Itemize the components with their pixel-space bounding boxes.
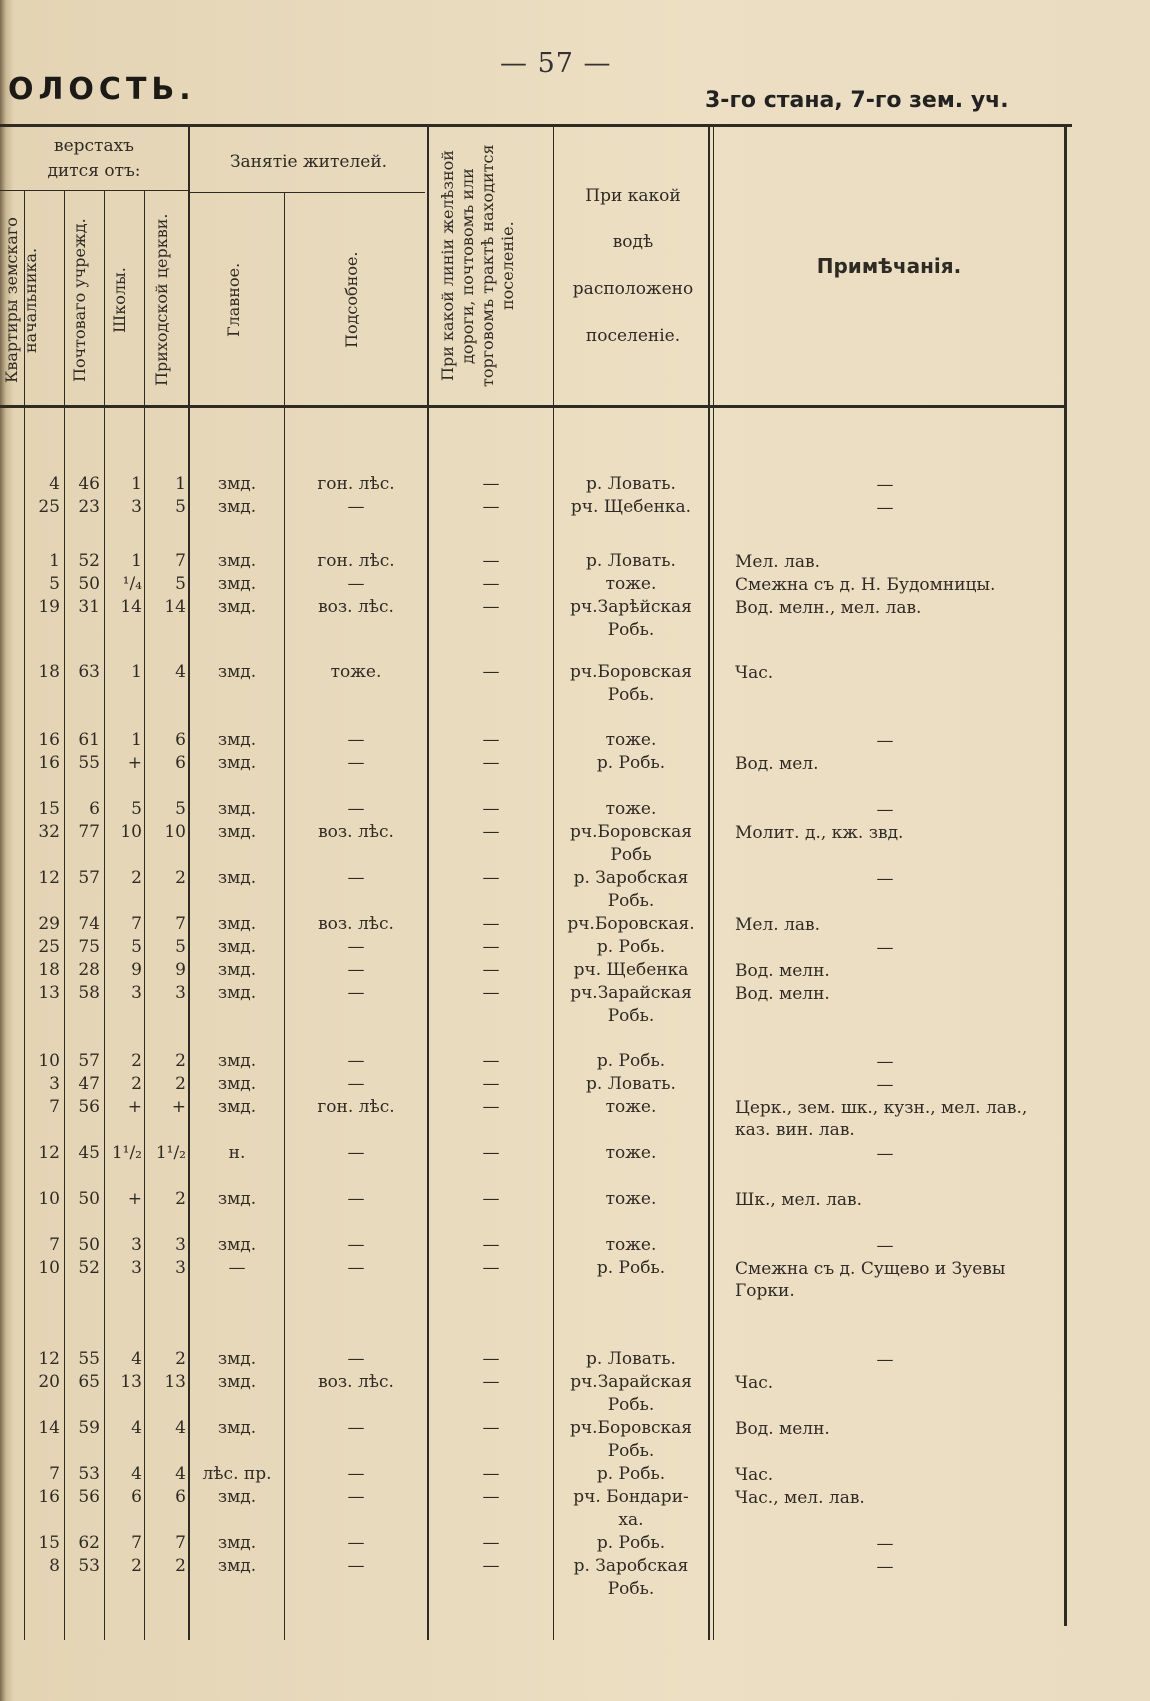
cell-note: — (876, 731, 894, 751)
cell-aux: — (347, 799, 365, 819)
cell-water: р. Робь. (596, 753, 666, 773)
cell-water: рч.Боровская (570, 822, 692, 842)
cell-water: тоже. (605, 1189, 657, 1209)
cell-zemsky: 12 (38, 1143, 60, 1163)
cell-aux: — (347, 1533, 365, 1553)
cell-church: 2 (175, 1556, 186, 1576)
cell-post: 61 (78, 730, 100, 750)
cell-aux: — (347, 1418, 365, 1438)
cell-post: 57 (78, 868, 100, 888)
cell-road: — (482, 983, 500, 1003)
cell-road: — (482, 551, 500, 571)
cell-road: — (482, 960, 500, 980)
cell-aux: — (347, 1189, 365, 1209)
cell-note: — (876, 1075, 894, 1095)
cell-water: рч. Бондари- (573, 1487, 689, 1507)
cell-water: рч.Зарайская (570, 983, 692, 1003)
cell-zemsky: 25 (38, 497, 60, 517)
cell-school: 3 (131, 983, 142, 1003)
cell-road: — (482, 662, 500, 682)
cell-water: р. Заробская (573, 1556, 689, 1576)
cell-church: 3 (175, 983, 186, 1003)
cell-zemsky: 15 (38, 799, 60, 819)
cell-water-continued: Робь. (607, 620, 655, 640)
cell-note: Церк., зем. шк., кузн., мел. лав., каз. вин. лав. (735, 1098, 1028, 1140)
cell-post: 65 (78, 1372, 100, 1392)
cell-main: змд. (217, 868, 257, 888)
cell-water: тоже. (605, 1097, 657, 1117)
cell-main: змд. (217, 983, 257, 1003)
cell-church: 7 (175, 551, 186, 571)
cell-aux: — (347, 753, 365, 773)
cell-church: 2 (175, 1074, 186, 1094)
cell-post: 31 (78, 597, 100, 617)
cell-post: 55 (78, 753, 100, 773)
cell-note: — (876, 1144, 894, 1164)
cell-road: — (482, 937, 500, 957)
cell-zemsky: 16 (38, 730, 60, 750)
cell-main: змд. (217, 574, 257, 594)
cell-main: змд. (217, 1074, 257, 1094)
cell-road: — (482, 497, 500, 517)
cell-post: 52 (78, 551, 100, 571)
cell-note: Час. (735, 1373, 774, 1393)
cell-aux: воз. лѣс. (318, 822, 394, 842)
distance-group-header (0, 130, 188, 188)
cell-post: 50 (78, 1189, 100, 1209)
cell-aux: — (347, 1464, 365, 1484)
cell-water: тоже. (605, 1235, 657, 1255)
cell-school: 3 (131, 497, 142, 517)
cell-post: 58 (78, 983, 100, 1003)
cell-school: 4 (131, 1464, 142, 1484)
cell-water: рч.Боровская (570, 662, 692, 682)
col-divider (284, 192, 285, 1640)
cell-church: 1¹/₂ (155, 1143, 186, 1163)
cell-church: 4 (175, 662, 186, 682)
cell-school: 10 (120, 822, 142, 842)
cell-school: 6 (131, 1487, 142, 1507)
cell-aux: — (347, 1349, 365, 1369)
cell-zemsky: 25 (38, 937, 60, 957)
header-stan-title: 3-го стана, 7-го зем. уч. (705, 88, 1009, 113)
cell-road: — (482, 1464, 500, 1484)
cell-water: рч. Щебенка (573, 960, 689, 980)
cell-post: 52 (78, 1258, 100, 1278)
cell-road: — (482, 1097, 500, 1117)
cell-school: 5 (131, 799, 142, 819)
cell-water-continued: Робь. (607, 1441, 655, 1461)
cell-note: — (876, 1534, 894, 1554)
cell-main: змд. (217, 753, 257, 773)
cell-aux: гон. лѣс. (317, 551, 395, 571)
cell-road: — (482, 1074, 500, 1094)
cell-church: 4 (175, 1464, 186, 1484)
cell-note: — (876, 475, 894, 495)
table-right-rule (1064, 126, 1067, 1626)
cell-road: — (482, 1143, 500, 1163)
cell-main: змд. (217, 1372, 257, 1392)
cell-church: + (171, 1097, 186, 1117)
cell-aux: — (347, 1487, 365, 1507)
cell-note: Смежна съ д. Сущево и Зуевы Горки. (735, 1259, 1006, 1301)
cell-zemsky: 29 (38, 914, 60, 934)
cell-post: 45 (78, 1143, 100, 1163)
cell-main: змд. (217, 1051, 257, 1071)
cell-water: р. Робь. (596, 1533, 666, 1553)
cell-main: змд. (217, 551, 257, 571)
cell-note: Вод. мелн. (735, 961, 830, 981)
header-notes: Примѣчанія. (816, 254, 962, 278)
cell-zemsky: 16 (38, 1487, 60, 1507)
cell-zemsky: 1 (49, 551, 60, 571)
cell-zemsky: 5 (49, 574, 60, 594)
cell-main: змд. (217, 597, 257, 617)
cell-aux: — (347, 1556, 365, 1576)
cell-note: Молит. д., кж. звд. (735, 823, 904, 843)
cell-water: рч.Боровская. (567, 914, 695, 934)
cell-note: — (876, 800, 894, 820)
cell-post: 46 (78, 474, 100, 494)
cell-road: — (482, 753, 500, 773)
cell-note: Вод. мелн., мел. лав. (735, 598, 922, 618)
cell-road: — (482, 730, 500, 750)
cell-main: змд. (217, 1487, 257, 1507)
cell-water: р. Ловать. (586, 474, 676, 494)
cell-water: рч. Щебенка. (570, 497, 692, 517)
cell-post: 53 (78, 1556, 100, 1576)
cell-school: 1 (131, 730, 142, 750)
cell-post: 50 (78, 574, 100, 594)
header-volost-title: ОЛОСТЬ. (8, 72, 196, 107)
cell-school: 5 (131, 937, 142, 957)
cell-water-continued: Робь. (607, 685, 655, 705)
cell-note: Вод. мел. (735, 754, 819, 774)
cell-school: 4 (131, 1418, 142, 1438)
cell-aux: — (347, 574, 365, 594)
cell-note: Вод. мелн. (735, 984, 830, 1004)
cell-water: р. Ловать. (586, 1349, 676, 1369)
cell-note: Час. (735, 1465, 774, 1485)
cell-water: рч.Боровская (570, 1418, 692, 1438)
cell-water: р. Робь. (596, 1051, 666, 1071)
cell-church: 2 (175, 1349, 186, 1369)
cell-aux: воз. лѣс. (318, 597, 394, 617)
cell-aux: — (347, 937, 365, 957)
cell-aux: — (347, 730, 365, 750)
table-top-rule (0, 124, 1072, 127)
cell-post: 74 (78, 914, 100, 934)
cell-road: — (482, 868, 500, 888)
distance-group-line2: дится отъ: (47, 161, 141, 181)
cell-main: лѣс. пр. (202, 1464, 272, 1484)
header-main-occupation: Главное. (224, 262, 243, 338)
cell-school: 2 (131, 1051, 142, 1071)
cell-aux: гон. лѣс. (317, 474, 395, 494)
cell-school: 2 (131, 1556, 142, 1576)
cell-zemsky: 20 (38, 1372, 60, 1392)
cell-post: 77 (78, 822, 100, 842)
cell-water: рч.Зарѣйская (570, 597, 692, 617)
cell-aux: — (347, 983, 365, 1003)
cell-post: 53 (78, 1464, 100, 1484)
cell-water-continued: Робь. (607, 1395, 655, 1415)
cell-church: 5 (175, 799, 186, 819)
cell-note: Час. (735, 663, 774, 683)
cell-zemsky: 10 (38, 1051, 60, 1071)
page-number: — 57 — (500, 48, 612, 79)
occupation-group-header: Занятіе жителей. (229, 152, 388, 173)
cell-school: 4 (131, 1349, 142, 1369)
cell-road: — (482, 1349, 500, 1369)
cell-main: змд. (217, 799, 257, 819)
cell-post: 59 (78, 1418, 100, 1438)
cell-aux: — (347, 960, 365, 980)
cell-road: — (482, 1258, 500, 1278)
cell-note: — (876, 1236, 894, 1256)
cell-aux: воз. лѣс. (318, 1372, 394, 1392)
cell-aux: гон. лѣс. (317, 1097, 395, 1117)
cell-zemsky: 19 (38, 597, 60, 617)
cell-road: — (482, 799, 500, 819)
cell-zemsky: 10 (38, 1258, 60, 1278)
cell-main: змд. (217, 822, 257, 842)
cell-road: — (482, 1418, 500, 1438)
cell-water: р. Ловать. (586, 1074, 676, 1094)
cell-post: 56 (78, 1097, 100, 1117)
cell-main: н. (228, 1143, 246, 1163)
cell-main: змд. (217, 1556, 257, 1576)
cell-post: 23 (78, 497, 100, 517)
cell-church: 2 (175, 868, 186, 888)
cell-water-continued: Робь. (607, 1006, 655, 1026)
col-divider (427, 126, 429, 1640)
cell-school: + (127, 1097, 142, 1117)
cell-road: — (482, 1556, 500, 1576)
cell-zemsky: 13 (38, 983, 60, 1003)
cell-zemsky: 14 (38, 1418, 60, 1438)
cell-road: — (482, 1533, 500, 1553)
cell-aux: воз. лѣс. (318, 914, 394, 934)
cell-church: 14 (164, 597, 186, 617)
cell-road: — (482, 1487, 500, 1507)
cell-main: змд. (217, 1418, 257, 1438)
header-bottom-rule (0, 405, 1065, 408)
header-church: Приходской церкви. (152, 213, 171, 387)
cell-school: ¹/₄ (122, 574, 142, 594)
cell-school: 2 (131, 1074, 142, 1094)
cell-zemsky: 15 (38, 1533, 60, 1553)
cell-post: 75 (78, 937, 100, 957)
cell-zemsky: 12 (38, 868, 60, 888)
cell-aux: тоже. (330, 662, 382, 682)
cell-aux: — (347, 1143, 365, 1163)
cell-road: — (482, 1372, 500, 1392)
cell-main: змд. (217, 1189, 257, 1209)
cell-aux: — (347, 1051, 365, 1071)
cell-road: — (482, 1051, 500, 1071)
cell-water: р. Робь. (596, 1258, 666, 1278)
header-school: Школы. (110, 267, 129, 333)
cell-main: змд. (217, 730, 257, 750)
header-zemsky: Квартиры земскаго начальника. (2, 217, 40, 383)
cell-school: 14 (120, 597, 142, 617)
cell-church: 4 (175, 1418, 186, 1438)
cell-aux: — (347, 497, 365, 517)
cell-road: — (482, 1235, 500, 1255)
cell-zemsky: 8 (49, 1556, 60, 1576)
cell-water: тоже. (605, 730, 657, 750)
cell-school: + (127, 753, 142, 773)
cell-church: 5 (175, 937, 186, 957)
cell-note: Смежна съ д. Н. Будомницы. (735, 575, 996, 595)
cell-school: 2 (131, 868, 142, 888)
cell-main: змд. (217, 497, 257, 517)
cell-zemsky: 10 (38, 1189, 60, 1209)
cell-zemsky: 12 (38, 1349, 60, 1369)
distance-sub-rule (0, 190, 188, 191)
cell-church: 9 (175, 960, 186, 980)
cell-church: 13 (164, 1372, 186, 1392)
cell-zemsky: 18 (38, 960, 60, 980)
cell-main: змд. (217, 1097, 257, 1117)
cell-road: — (482, 914, 500, 934)
cell-aux: — (347, 868, 365, 888)
header-aux-occupation: Подсобное. (342, 251, 361, 349)
header-water: При какой водѣ расположено поселеніе. (572, 185, 694, 346)
cell-water: р. Робь. (596, 937, 666, 957)
cell-road: — (482, 597, 500, 617)
cell-zemsky: 4 (49, 474, 60, 494)
cell-church: 1 (175, 474, 186, 494)
cell-zemsky: 32 (38, 822, 60, 842)
cell-note: — (876, 1052, 894, 1072)
cell-road: — (482, 574, 500, 594)
cell-main: — (228, 1258, 246, 1278)
cell-water-continued: Робь. (607, 891, 655, 911)
occupation-sub-rule (190, 192, 425, 193)
cell-church: 7 (175, 914, 186, 934)
cell-note: — (876, 869, 894, 889)
cell-main: змд. (217, 1349, 257, 1369)
cell-post: 6 (89, 799, 100, 819)
cell-note: — (876, 1557, 894, 1577)
cell-post: 63 (78, 662, 100, 682)
cell-note: Шк., мел. лав. (735, 1190, 863, 1210)
cell-school: 1¹/₂ (111, 1143, 142, 1163)
cell-church: 6 (175, 753, 186, 773)
cell-school: 1 (131, 662, 142, 682)
cell-school: 1 (131, 551, 142, 571)
cell-note: — (876, 1350, 894, 1370)
cell-post: 55 (78, 1349, 100, 1369)
cell-main: змд. (217, 937, 257, 957)
cell-main: змд. (217, 1533, 257, 1553)
cell-aux: — (347, 1258, 365, 1278)
cell-church: 3 (175, 1235, 186, 1255)
cell-main: змд. (217, 474, 257, 494)
cell-school: 9 (131, 960, 142, 980)
cell-zemsky: 3 (49, 1074, 60, 1094)
cell-note: — (876, 938, 894, 958)
cell-zemsky: 18 (38, 662, 60, 682)
cell-school: 7 (131, 1533, 142, 1553)
cell-church: 6 (175, 1487, 186, 1507)
cell-main: змд. (217, 960, 257, 980)
cell-church: 5 (175, 497, 186, 517)
cell-water: р. Ловать. (586, 551, 676, 571)
cell-water: р. Заробская (573, 868, 689, 888)
cell-note: Вод. мелн. (735, 1419, 830, 1439)
cell-water: тоже. (605, 799, 657, 819)
cell-school: 13 (120, 1372, 142, 1392)
cell-water-continued: Робь (610, 845, 652, 865)
cell-road: — (482, 474, 500, 494)
cell-note: — (876, 498, 894, 518)
cell-church: 6 (175, 730, 186, 750)
header-post: Почтоваго учрежд. (70, 218, 89, 382)
cell-water: тоже. (605, 574, 657, 594)
distance-group-line1: верстахъ (54, 135, 134, 156)
cell-zemsky: 7 (49, 1097, 60, 1117)
cell-road: — (482, 1189, 500, 1209)
cell-water: рч.Зарайская (570, 1372, 692, 1392)
cell-church: 2 (175, 1189, 186, 1209)
col-divider (708, 126, 710, 1640)
cell-main: змд. (217, 662, 257, 682)
cell-church: 7 (175, 1533, 186, 1553)
cell-school: 1 (131, 474, 142, 494)
cell-post: 28 (78, 960, 100, 980)
cell-church: 2 (175, 1051, 186, 1071)
cell-school: 7 (131, 914, 142, 934)
cell-main: змд. (217, 1235, 257, 1255)
cell-church: 3 (175, 1258, 186, 1278)
cell-post: 57 (78, 1051, 100, 1071)
cell-aux: — (347, 1235, 365, 1255)
cell-aux: — (347, 1074, 365, 1094)
cell-zemsky: 7 (49, 1235, 60, 1255)
cell-zemsky: 7 (49, 1464, 60, 1484)
cell-school: 3 (131, 1258, 142, 1278)
cell-water: тоже. (605, 1143, 657, 1163)
cell-school: + (127, 1189, 142, 1209)
cell-water: р. Робь. (596, 1464, 666, 1484)
cell-note: Мел. лав. (735, 552, 820, 572)
cell-water-continued: Робь. (607, 1579, 655, 1599)
header-road: При какой линіи желѣзной дороги, почтовомъ или торговомъ трактѣ находится поселеніе. (438, 144, 517, 388)
cell-note: Мел. лав. (735, 915, 820, 935)
cell-church: 5 (175, 574, 186, 594)
cell-post: 62 (78, 1533, 100, 1553)
cell-post: 50 (78, 1235, 100, 1255)
cell-church: 10 (164, 822, 186, 842)
cell-zemsky: 16 (38, 753, 60, 773)
cell-main: змд. (217, 914, 257, 934)
cell-post: 56 (78, 1487, 100, 1507)
cell-school: 3 (131, 1235, 142, 1255)
col-divider (553, 126, 554, 1640)
cell-water-continued: ха. (618, 1510, 644, 1530)
cell-post: 47 (78, 1074, 100, 1094)
cell-road: — (482, 822, 500, 842)
cell-note: Час., мел. лав. (735, 1488, 865, 1508)
